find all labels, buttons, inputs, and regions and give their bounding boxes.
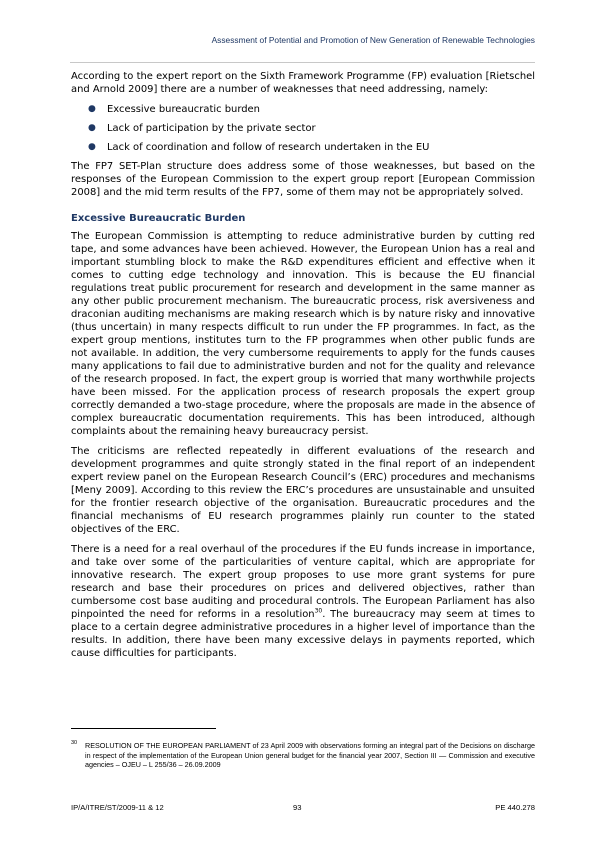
weakness-list <box>71 103 535 154</box>
footnote-text: RESOLUTION OF THE EUROPEAN PARLIAMENT of 23 April 2009 with observations forming an integral part of the Decisions on discharge in respect of the implementation of the European Union general budget for the financial year 2007, Section III — Commission and executive agencies – OJEU – L 255/36 – 26.09.2009 <box>85 741 535 770</box>
list-item <box>71 103 535 116</box>
list-item <box>71 141 535 154</box>
overhaul-paragraph <box>71 543 535 660</box>
footnote-reference[interactable]: 30 <box>314 607 323 615</box>
list-item-text: Lack of coordination and follow of research undertaken in the EU <box>107 142 430 153</box>
footnote-divider <box>71 728 216 729</box>
criticisms-paragraph: The criticisms are reflected repeatedly in different evaluations of the research and development programmes and quite strongly stated in the final report of an independent expert review panel on the European Research Council’s (ERC) procedures and mechanisms [Meny 2009]. According to this review the ERC’s procedures are unsustainable and unsuited for the frontier research objective of the organisation. Bureaucratic procedures and the financial mechanisms of EU research programmes plainly run counter to the stated objectives of the ERC. <box>71 446 535 535</box>
bullet-icon: ● <box>88 104 96 114</box>
list-item <box>71 122 535 135</box>
page-number: 93 <box>293 803 302 812</box>
bullet-icon: ● <box>88 123 96 133</box>
footnote-number: 30 <box>71 740 78 746</box>
intro-paragraph: According to the expert report on the Sixth Framework Programme (FP) evaluation [Rietschel and Arnold 2009] there are a number of weaknesses that need addressing, namely: <box>71 71 535 95</box>
bureaucracy-paragraph: The European Commission is attempting to reduce administrative burden by cutting red tape, and some advances have been achieved. However, the European Union has a real and important stumbling block to make the R&D expenditures efficient and effective when it comes to cutting edge technology and innovation. This is because the EU financial regulations treat public procurement for research and development in the same manner as any other public procurement mechanism. The bureaucratic process, risk aversiveness and draconian auditing mechanisms are making research which is by nature risky and innovative (thus uncertain) in many respects difficult to run under the FP programmes. In fact, as the expert group mentions, institutes turn to the FP programmes when other public funds are not available. In addition, the very cumbersome requirements to apply for the funds causes many applications to fail due to administrative burden and not for the quality and relevance of the research proposed. In fact, the expert group is worried that many worthwhile projects have been missed. For the application process of research proposals the expert group correctly demanded a two-stage procedure, where the proposals are made in the absence of complex bureaucratic documentation requirements. This has been introduced, although complaints about the remaining heavy bureaucracy persist. <box>71 231 535 437</box>
header-divider <box>70 62 535 63</box>
bullet-icon: ● <box>88 142 96 152</box>
overhaul-text-b: . The bureaucracy may seem at times to place to a certain degree administrative procedures in a higher level of importance than the results. In addition, there have been many excessive delays in payments reported, which cause difficulties for participants. <box>71 609 535 659</box>
document-reference: IP/A/ITRE/ST/2009-11 & 12 <box>71 803 164 812</box>
footnote <box>71 741 535 770</box>
overhaul-text-a: There is a need for a real overhaul of the procedures if the EU funds increase in importance, and take over some of the particularities of venture capital, which are appropriate for innovative research. The expert group proposes to use more grant systems for pure research and base their procedures on prices and delivered objectives, rather than cumbersome cost base auditing and procedural controls. The European Parliament has also pinpointed the need for reforms in a resolution <box>71 544 535 620</box>
running-header: Assessment of Potential and Promotion of New Generation of Renewable Technologies <box>211 35 535 45</box>
pe-number: PE 440.278 <box>495 803 535 812</box>
list-item-text: Lack of participation by the private sector <box>107 123 316 134</box>
list-item-text: Excessive bureaucratic burden <box>107 104 260 115</box>
section-heading: Excessive Bureaucratic Burden <box>71 213 246 224</box>
fp7-paragraph: The FP7 SET-Plan structure does address some of those weaknesses, but based on the responses of the European Commission to the expert group report [European Commission 2008] and the mid term results of the FP7, some of them may not be appropriately solved. <box>71 161 535 198</box>
page-body <box>71 70 535 667</box>
